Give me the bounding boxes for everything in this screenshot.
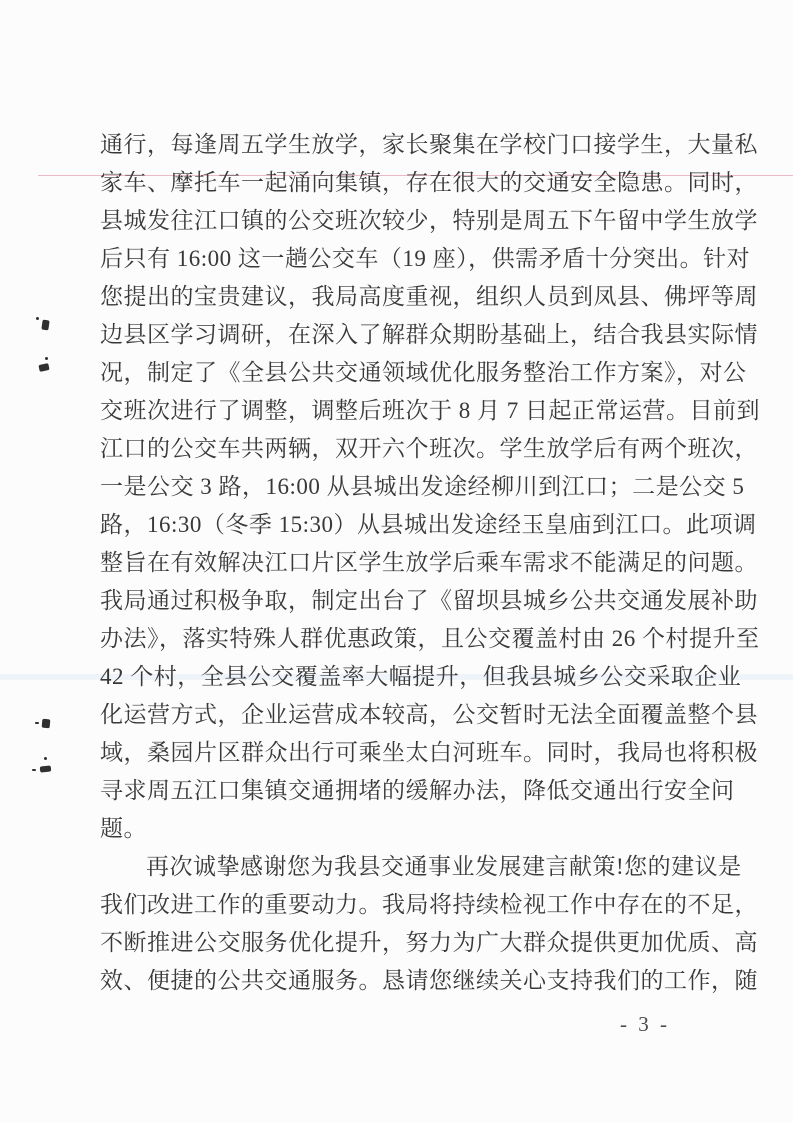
text-line-23: 效、便捷的公共交通服务。恳请您继续关心支持我们的工作，随 (100, 968, 758, 993)
text-line-3: 县城发往江口镇的公交班次较少，特别是周五下午留中学生放学 (100, 208, 758, 233)
text-line-13: 我局通过积极争取，制定出台了《留坝县城乡公共交通发展补助 (100, 588, 758, 613)
text-line-7: 况，制定了《全县公共交通领域优化服务整治工作方案》，对公 (100, 360, 747, 385)
ink-speck (45, 357, 48, 360)
text-line-9: 江口的公交车共两辆，双开六个班次。学生放学后有两个班次， (100, 436, 758, 461)
text-line-17: 域，桑园片区群众出行可乘坐太白河班车。同时，我局也将积极 (100, 740, 758, 765)
text-line-16: 化运营方式，企业运营成本较高，公交暂时无法全面覆盖整个县 (100, 702, 758, 727)
text-line-12: 整旨在有效解决江口片区学生放学后乘车需求不能满足的问题。 (100, 550, 758, 575)
text-line-22: 不断推进公交服务优化提升，努力为广大群众提供更加优质、高 (100, 930, 758, 955)
text-line-4: 后只有 16:00 这一趟公交车（19 座），供需矛盾十分突出。针对 (100, 246, 751, 271)
ink-speck (42, 719, 51, 729)
page-number: - 3 - (620, 1012, 670, 1036)
text-line-21: 我们改进工作的重要动力。我局将持续检视工作中存在的不足， (100, 892, 758, 917)
text-line-2: 家车、摩托车一起涌向集镇，存在很大的交通安全隐患。同时， (100, 170, 758, 195)
text-line-19: 题。 (100, 816, 147, 841)
text-line-11: 路，16:30（冬季 15:30）从县城出发途经玉皇庙到江口。此项调 (100, 512, 757, 537)
text-line-15: 42 个村，全县公交覆盖率大幅提升，但我县城乡公交采取企业 (100, 664, 742, 689)
ink-speck (40, 765, 52, 772)
text-line-18: 寻求周五江口集镇交通拥堵的缓解办法，降低交通出行安全问 (100, 778, 735, 803)
ink-speck (35, 722, 39, 724)
ink-speck (36, 317, 39, 320)
ink-speck (32, 769, 36, 771)
text-line-5: 您提出的宝贵建议，我局高度重视，组织人员到凤县、佛坪等周 (100, 284, 758, 309)
text-line-14: 办法》，落实特殊人群优惠政策，且公交覆盖村由 26 个村提升至 (100, 626, 760, 651)
text-line-8: 交班次进行了调整，调整后班次于 8 月 7 日起正常运营。目前到 (100, 398, 760, 423)
text-line-10: 一是公交 3 路，16:00 从县城出发途经柳川到江口；二是公交 5 (100, 474, 745, 499)
text-line-1: 通行，每逢周五学生放学，家长聚集在学校门口接学生，大量私 (100, 132, 758, 157)
text-line-6: 边县区学习调研，在深入了解群众期盼基础上，结合我县实际情 (100, 322, 758, 347)
ink-speck (41, 320, 49, 331)
ink-speck (44, 757, 47, 760)
ink-speck (38, 363, 49, 372)
letter-body-text (100, 126, 760, 1000)
text-line-20: 再次诚挚感谢您为我县交通事业发展建言献策!您的建议是 (146, 854, 742, 879)
